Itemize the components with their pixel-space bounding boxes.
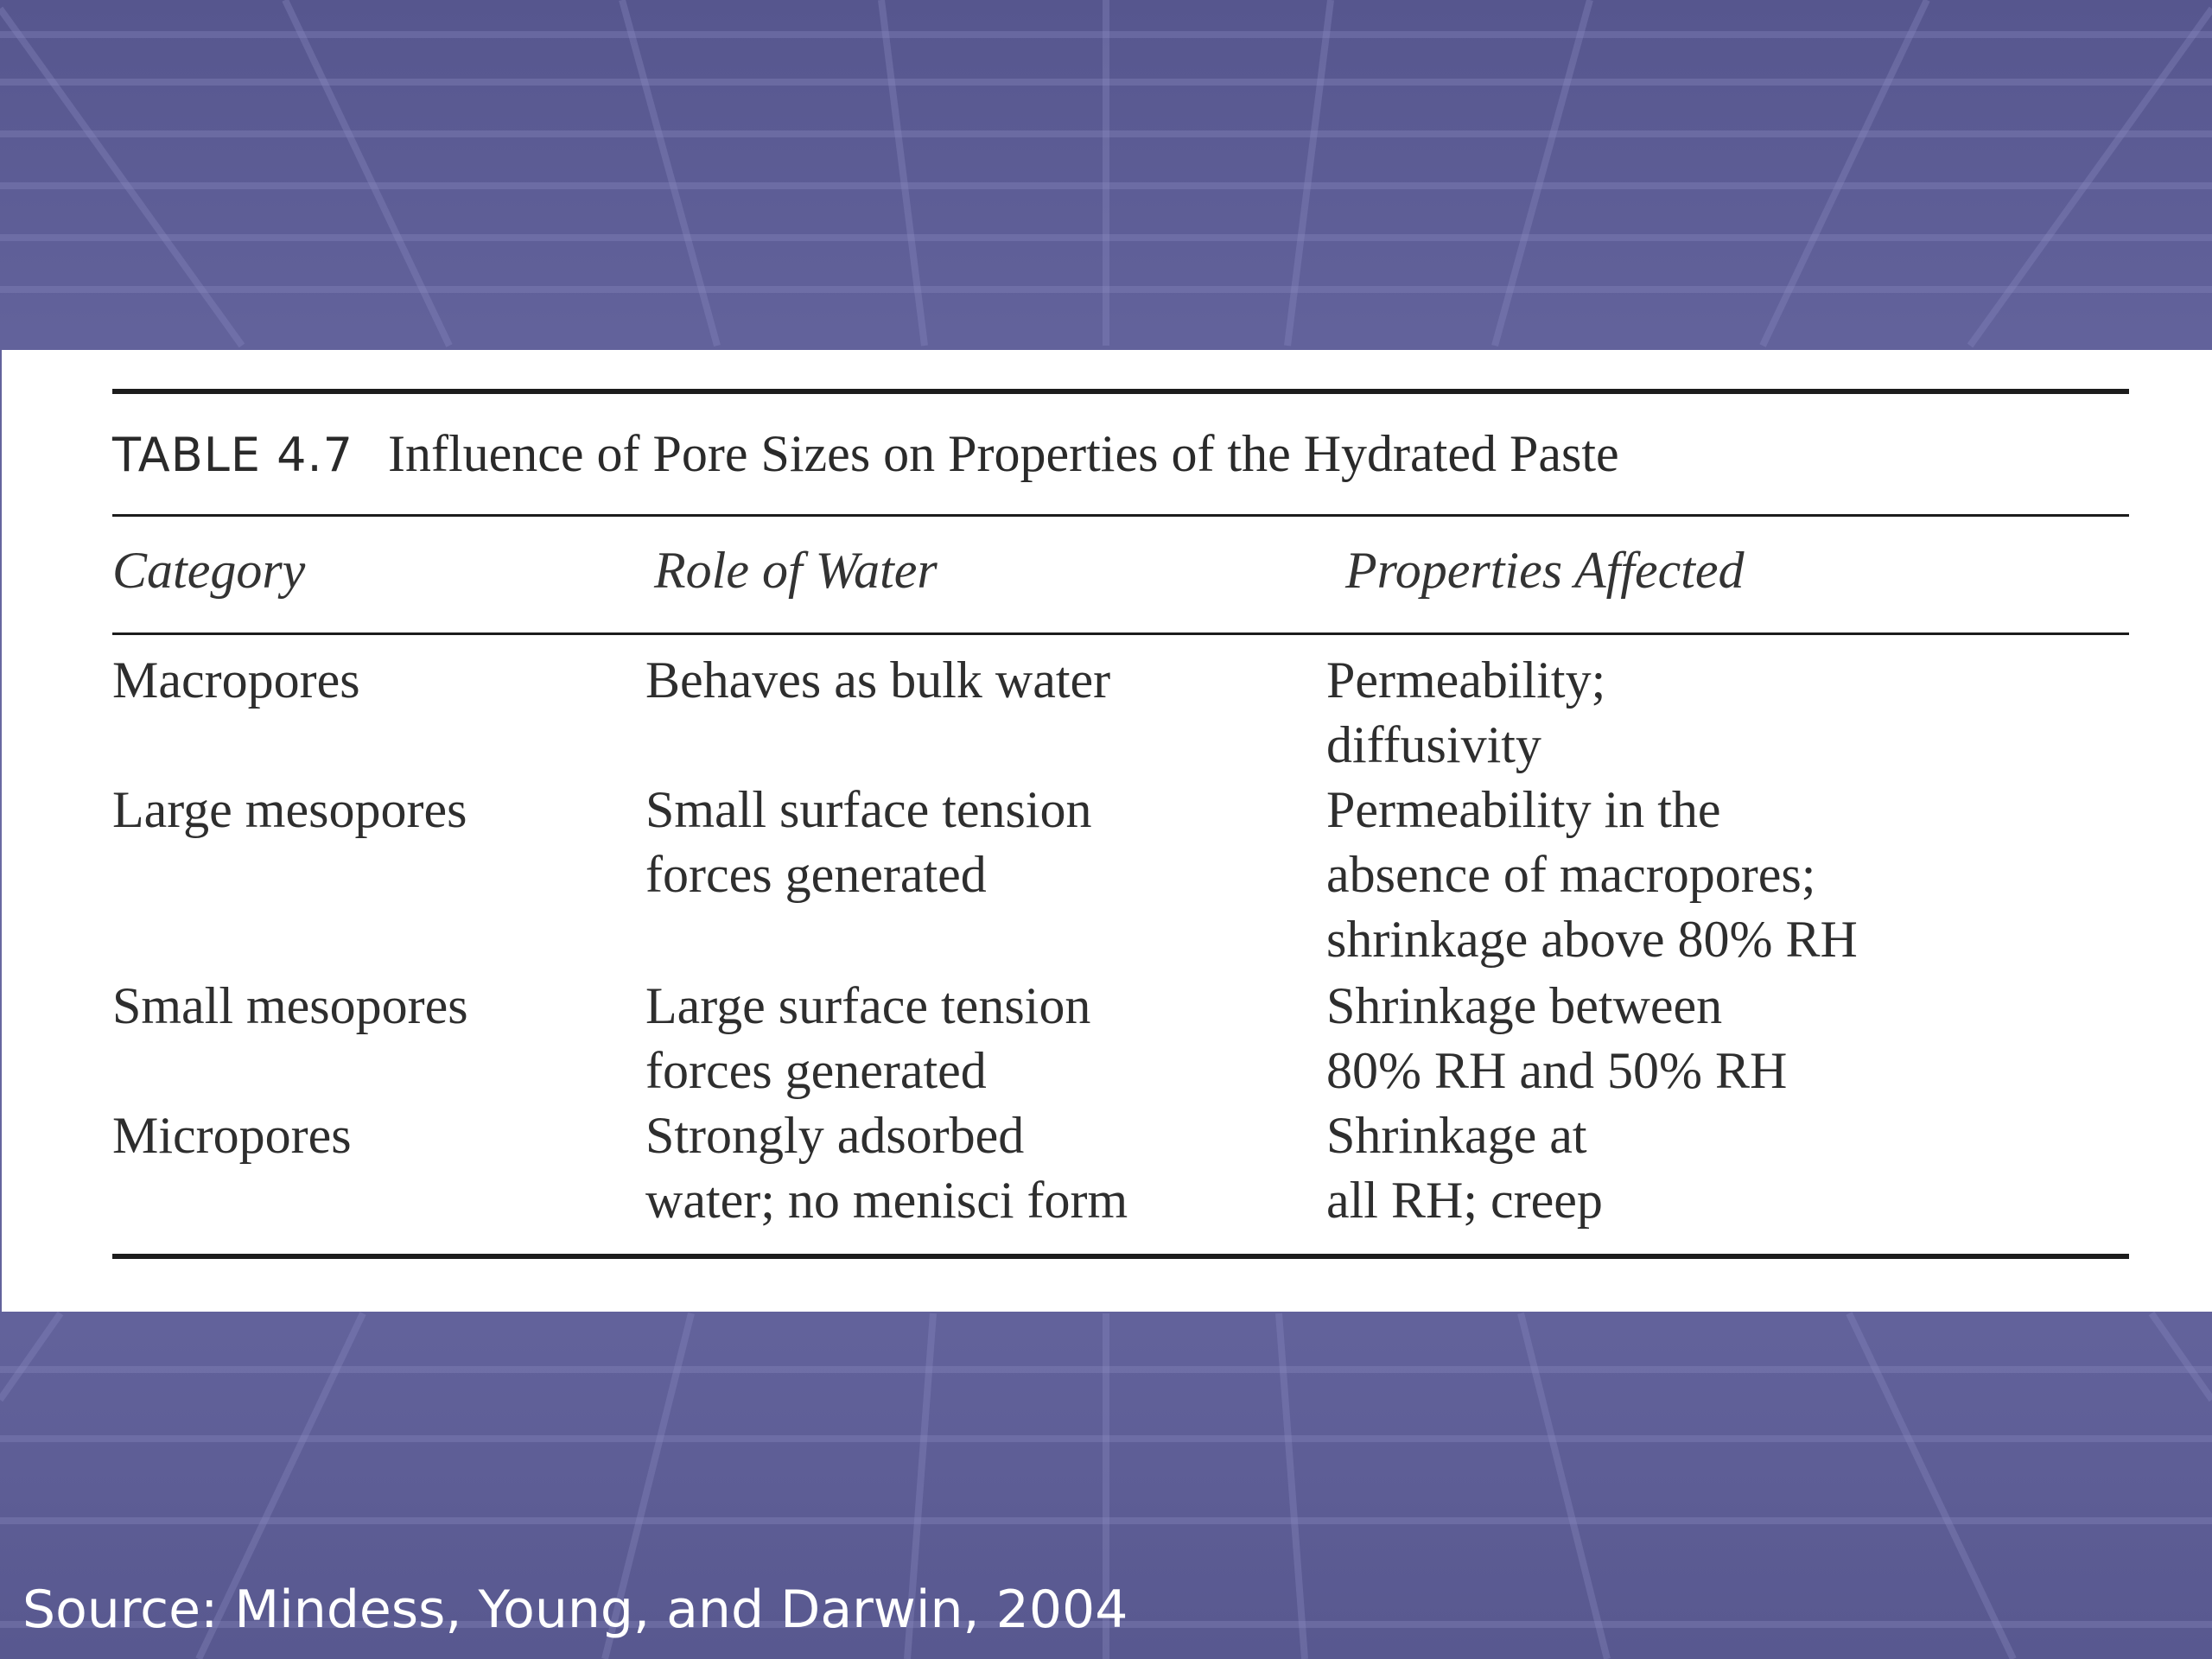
header-properties-affected: Properties Affected xyxy=(1345,542,1745,599)
row-small-mesopores-role: Large surface tension forces generated xyxy=(645,977,1091,1099)
table-top-rule xyxy=(112,389,2129,394)
row-small-mesopores-category: Small mesopores xyxy=(112,977,468,1034)
source-citation: Source: Mindess, Young, and Darwin, 2004 xyxy=(22,1580,1128,1640)
header-role-of-water: Role of Water xyxy=(654,542,938,599)
row-large-mesopores-category: Large mesopores xyxy=(112,781,467,838)
row-macropores-role: Behaves as bulk water xyxy=(645,652,1111,709)
row-large-mesopores-role: Small surface tension forces generated xyxy=(645,781,1092,903)
row-small-mesopores-properties: Shrinkage between 80% RH and 50% RH xyxy=(1326,977,1788,1099)
row-large-mesopores-properties: Permeability in the absence of macropores; shrinkage above 80% RH xyxy=(1326,781,1858,968)
row-micropores-properties: Shrinkage at all RH; creep xyxy=(1326,1107,1603,1229)
header-category: Category xyxy=(112,542,306,599)
table-label: TABLE 4.7 xyxy=(112,428,354,482)
table-header-bottom-rule xyxy=(112,632,2129,635)
row-macropores-category: Macropores xyxy=(112,652,360,709)
table-header-top-rule xyxy=(112,514,2129,517)
table-bottom-rule xyxy=(112,1254,2129,1259)
table-title: Influence of Pore Sizes on Properties of the Hydrated Paste xyxy=(388,425,1619,482)
table-image-panel xyxy=(2,350,2212,1312)
row-micropores-category: Micropores xyxy=(112,1107,352,1164)
row-macropores-properties: Permeability; diffusivity xyxy=(1326,652,1606,773)
table-caption xyxy=(112,425,1619,482)
row-micropores-role: Strongly adsorbed water; no menisci form xyxy=(645,1107,1128,1229)
